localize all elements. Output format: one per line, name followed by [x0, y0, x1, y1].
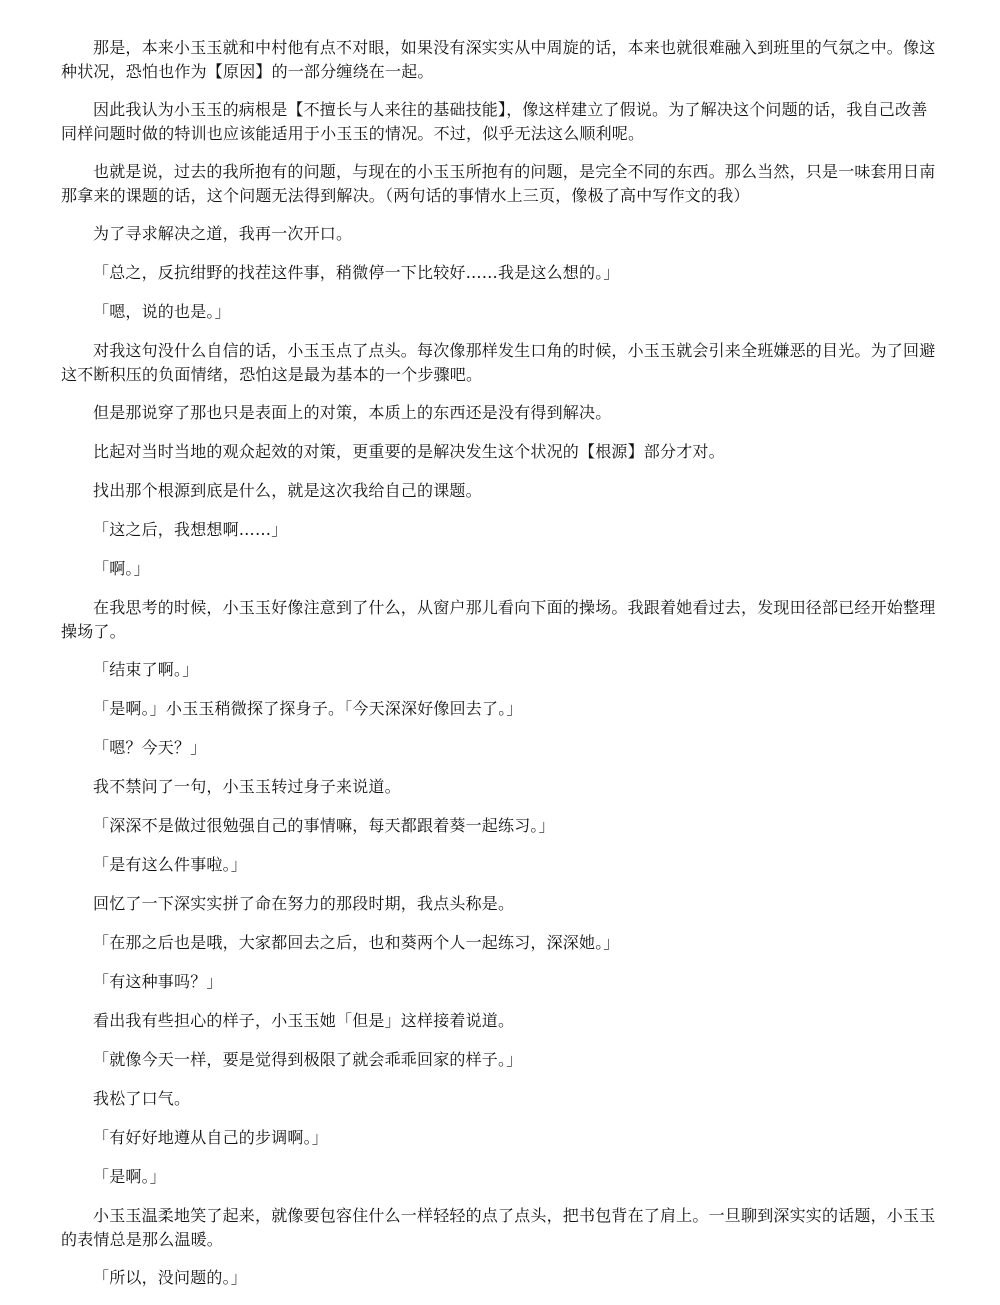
dialogue-line: 「嗯，说的也是。」	[93, 302, 231, 321]
paragraph: 在我思考的时候，小玉玉好像注意到了什么，从窗户那儿看向下面的操场。我跟着她看过去，发现田径部已经开始整理操场了。	[61, 598, 936, 641]
paragraph: 为了寻求解决之道，我再一次开口。	[93, 224, 353, 243]
dialogue-line: 「结束了啊。」	[93, 660, 199, 679]
paragraph: 我松了口气。	[93, 1089, 191, 1108]
paragraph: 回忆了一下深实实拼了命在努力的那段时期，我点头称是。	[93, 894, 515, 913]
dialogue-line: 「嗯？今天？」	[93, 738, 207, 757]
dialogue-line: 「是啊。」小玉玉稍微探了探身子。「今天深深好像回去了。」	[93, 699, 523, 718]
paragraph: 找出那个根源到底是什么，就是这次我给自己的课题。	[93, 481, 482, 500]
paragraph: 看出我有些担心的样子，小玉玉她「但是」这样接着说道。	[93, 1011, 515, 1030]
dialogue-line: 「就像今天一样，要是觉得到极限了就会乖乖回家的样子。」	[93, 1050, 523, 1069]
dialogue-line: 「这之后，我想想啊……」	[93, 520, 288, 539]
paragraph: 我不禁问了一句，小玉玉转过身子来说道。	[93, 777, 401, 796]
paragraph: 因此我认为小玉玉的病根是【不擅长与人来往的基础技能】，像这样建立了假说。为了解决这个问题的话，我自己改善同样问题时做的特训也应该能适用于小玉玉的情况。不过，似乎无法这么顺利呢。	[61, 100, 928, 143]
paragraph: 对我这句没什么自信的话，小玉玉点了点头。每次像那样发生口角的时候，小玉玉就会引来全班嫌恶的目光。为了回避这不断积压的负面情绪，恐怕这是最为基本的一个步骤吧。	[61, 341, 936, 384]
dialogue-line: 「深深不是做过很勉强自己的事情嘛，每天都跟着葵一起练习。」	[93, 816, 555, 835]
dialogue-line: 「在那之后也是哦，大家都回去之后，也和葵两个人一起练习，深深她。」	[93, 933, 620, 952]
paragraph: 也就是说，过去的我所抱有的问题，与现在的小玉玉所抱有的问题，是完全不同的东西。那么当然，只是一味套用日南那拿来的课题的话，这个问题无法得到解决。（两句话的事情水上三页，像极了高中写作文的我）	[61, 162, 936, 205]
paragraph: 小玉玉温柔地笑了起来，就像要包容住什么一样轻轻的点了点头，把书包背在了肩上。一旦聊到深实实的话题，小玉玉的表情总是那么温暖。	[61, 1206, 936, 1249]
dialogue-line: 「是啊。」	[93, 1167, 167, 1186]
dialogue-line: 「是有这么件事啦。」	[93, 855, 248, 874]
document-page	[61, 36, 941, 1305]
paragraph: 那是，本来小玉玉就和中村他有点不对眼，如果没有深实实从中周旋的话，本来也就很难融入到班里的气氛之中。像这种状况，恐怕也作为【原因】的一部分缠绕在一起。	[61, 38, 936, 81]
dialogue-line: 「有这种事吗？」	[93, 972, 223, 991]
dialogue-line: 「啊。」	[93, 559, 150, 578]
dialogue-line: 「所以，没问题的。」	[93, 1268, 248, 1287]
dialogue-line: 「有好好地遵从自己的步调啊。」	[93, 1128, 329, 1147]
paragraph: 但是那说穿了那也只是表面上的对策，本质上的东西还是没有得到解决。	[93, 403, 612, 422]
paragraph: 比起对当时当地的观众起效的对策，更重要的是解决发生这个状况的【根源】部分才对。	[93, 442, 725, 461]
dialogue-line: 「总之，反抗绀野的找茬这件事，稍微停一下比较好……我是这么想的。」	[93, 263, 620, 282]
